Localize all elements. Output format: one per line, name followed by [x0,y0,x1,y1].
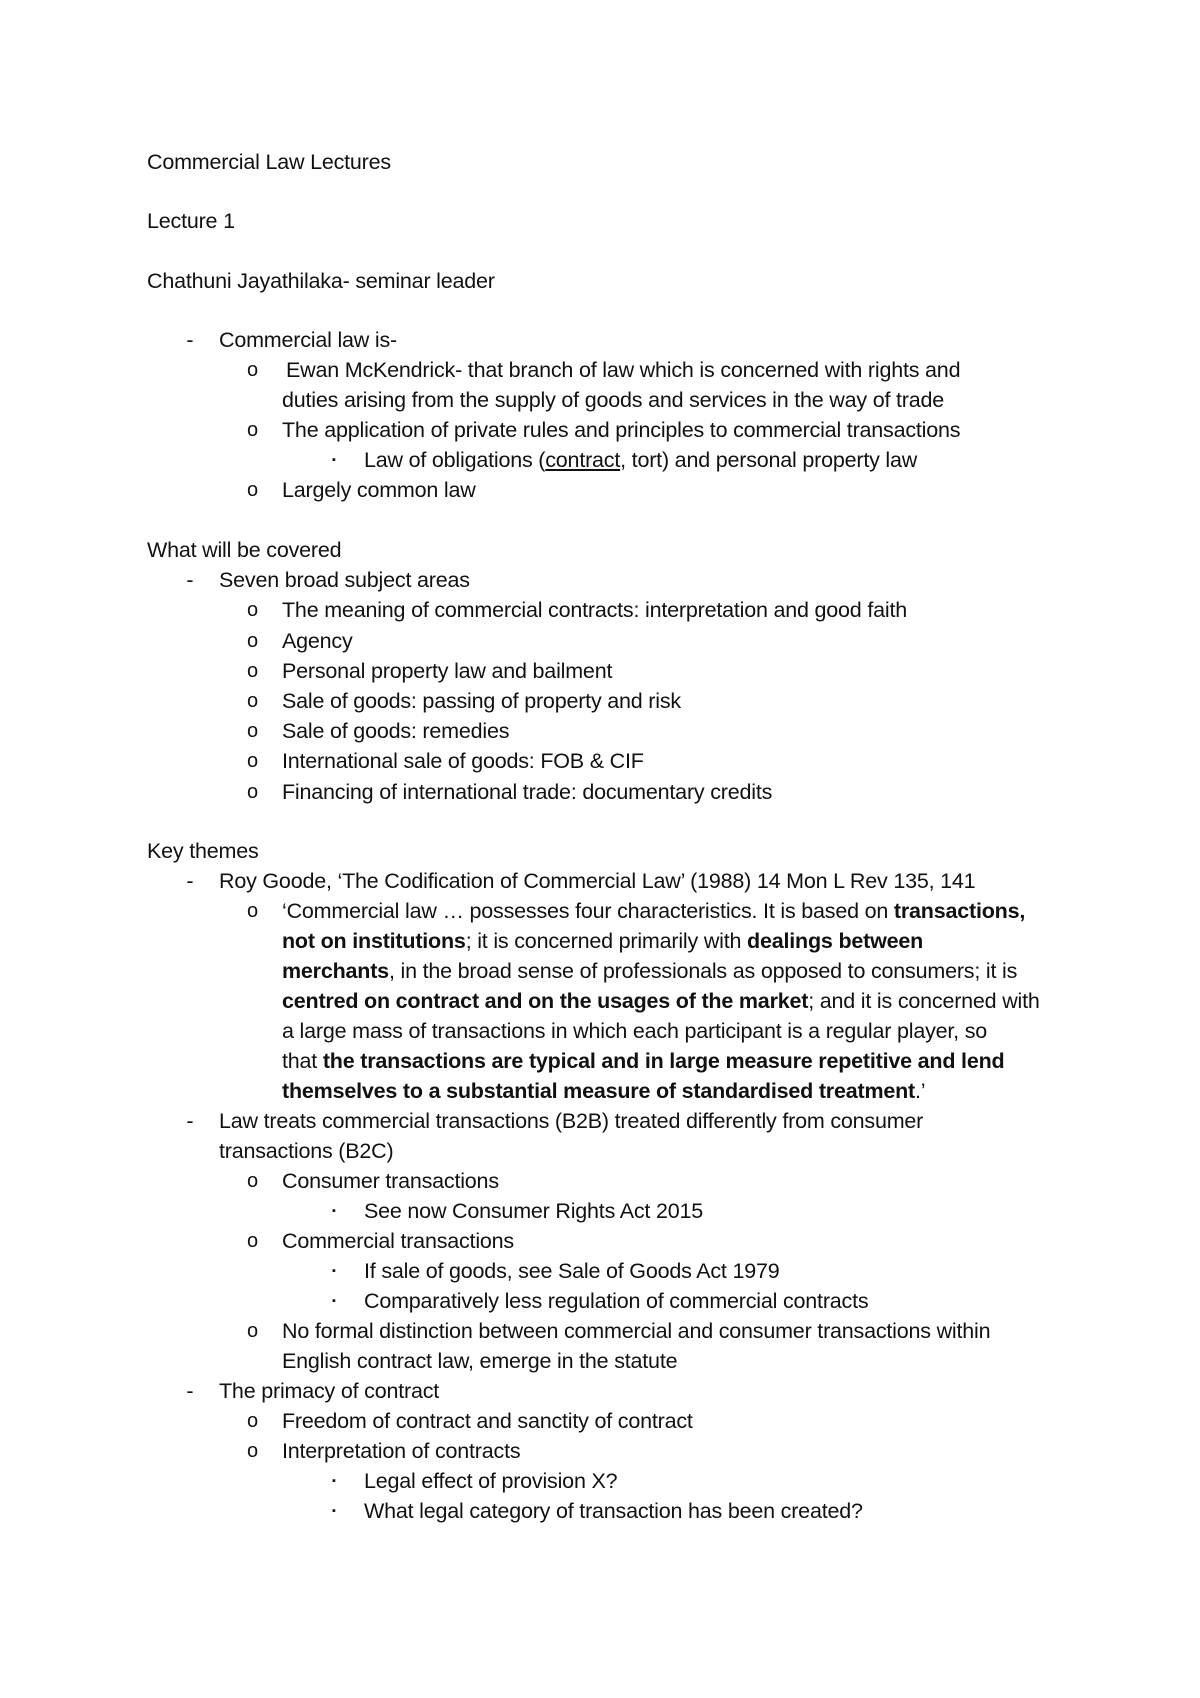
circle-bullet: o [247,750,259,772]
treats-differently-cont: transactions (B2C) [219,1139,394,1163]
mckendrick-definition-cont: duties arising from the supply of goods and services in the way of trade [282,388,945,412]
dash-bullet: - [186,1109,194,1133]
square-bullet: ▪ [332,454,336,466]
square-bullet: ▪ [332,1205,336,1217]
treats-differently: Law treats commercial transactions (B2B) treated differently from consumer [219,1109,924,1133]
dash-bullet: - [186,568,194,592]
goode-quote-line: a large mass of transactions in which each participant is a regular player, so [282,1019,988,1043]
application-item: The application of private rules and principles to commercial transactions [282,418,961,442]
square-bullet: ▪ [332,1505,336,1517]
goode-quote-line: centred on contract and on the usages of the market; and it is concerned with [282,989,1040,1013]
mckendrick-definition: Ewan McKendrick- that branch of law which is concerned with rights and [286,358,961,382]
no-formal-distinction-cont: English contract law, emerge in the statute [282,1349,678,1373]
circle-bullet: o [247,599,259,621]
interpretation-of-contracts: Interpretation of contracts [282,1439,521,1463]
subject-area: The meaning of commercial contracts: interpretation and good faith [282,598,907,622]
circle-bullet: o [247,479,259,501]
coverage-intro: Seven broad subject areas [219,568,470,592]
primacy-of-contract: The primacy of contract [219,1379,440,1403]
definition-heading: Commercial law is- [219,328,397,352]
dash-bullet: - [186,1379,194,1403]
consumer-transactions: Consumer transactions [282,1169,499,1193]
document-title: Commercial Law Lectures [147,150,391,174]
subject-area: International sale of goods: FOB & CIF [282,749,644,773]
circle-bullet: o [247,720,259,742]
goode-quote-line: merchants, in the broad sense of professionals as opposed to consumers; it is [282,959,1018,983]
legal-effect-question: Legal effect of provision X? [364,1469,618,1493]
circle-bullet: o [247,1170,259,1192]
circle-bullet: o [247,1410,259,1432]
goode-quote-line: themselves to a substantial measure of standardised treatment.’ [282,1079,926,1103]
subject-area: Sale of goods: passing of property and risk [282,689,681,713]
circle-bullet: o [247,1230,259,1252]
lecture-number: Lecture 1 [147,209,235,233]
circle-bullet: o [247,660,259,682]
circle-bullet: o [247,900,259,922]
less-regulation: Comparatively less regulation of commercial contracts [364,1289,869,1313]
square-bullet: ▪ [332,1475,336,1487]
freedom-of-contract: Freedom of contract and sanctity of contract [282,1409,693,1433]
dash-bullet: - [186,869,194,893]
square-bullet: ▪ [332,1295,336,1307]
themes-heading: Key themes [147,839,259,863]
commercial-transactions: Commercial transactions [282,1229,514,1253]
subject-area: Personal property law and bailment [282,659,613,683]
circle-bullet: o [247,630,259,652]
circle-bullet: o [247,781,259,803]
subject-area: Financing of international trade: documentary credits [282,780,773,804]
common-law-item: Largely common law [282,478,476,502]
goode-quote-line: not on institutions; it is concerned primarily with dealings between [282,929,924,953]
goode-reference: Roy Goode, ‘The Codification of Commercial Law’ (1988) 14 Mon L Rev 135, 141 [219,869,976,893]
coverage-heading: What will be covered [147,538,342,562]
no-formal-distinction: No formal distinction between commercial and consumer transactions within [282,1319,991,1343]
legal-category-question: What legal category of transaction has been created? [364,1499,863,1523]
circle-bullet: o [247,1440,259,1462]
contract-link[interactable]: contract [545,448,621,472]
goode-quote-line: that the transactions are typical and in large measure repetitive and lend [282,1049,1005,1073]
obligations-item: Law of obligations (contract, tort) and personal property law [364,448,918,472]
dash-bullet: - [186,328,194,352]
sale-of-goods-act: If sale of goods, see Sale of Goods Act 1979 [364,1259,780,1283]
circle-bullet: o [247,419,259,441]
circle-bullet: o [247,1320,259,1342]
goode-quote-line: ‘Commercial law … possesses four characteristics. It is based on transactions, [282,899,1026,923]
circle-bullet: o [247,690,259,712]
subject-area: Sale of goods: remedies [282,719,510,743]
consumer-rights-act: See now Consumer Rights Act 2015 [364,1199,703,1223]
seminar-leader: Chathuni Jayathilaka- seminar leader [147,269,495,293]
circle-bullet: o [247,359,259,381]
subject-area: Agency [282,629,353,653]
square-bullet: ▪ [332,1265,336,1277]
